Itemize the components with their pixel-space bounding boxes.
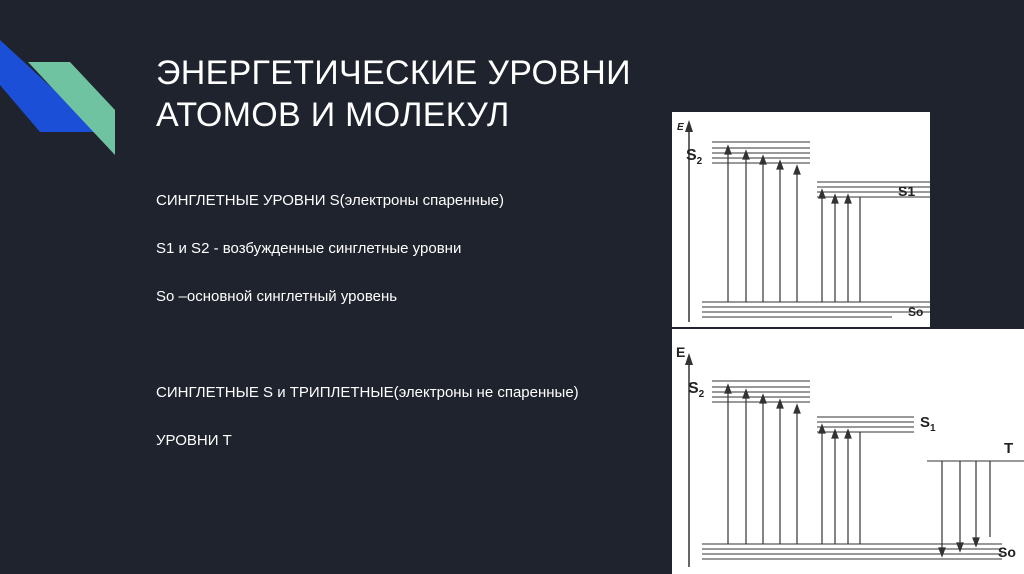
energy-diagram-singlet-triplet-svg: [672, 329, 1024, 574]
slide-title: ЭНЕРГЕТИЧЕСКИЕ УРОВНИ АТОМОВ И МОЛЕКУЛ: [156, 54, 631, 134]
s0-label: So: [998, 544, 1016, 560]
text-singlet-triplet: СИНГЛЕТНЫЕ S и ТРИПЛЕТНЫЕ(электроны не спаренные): [156, 384, 579, 401]
energy-diagram-singlet-svg: [672, 112, 930, 327]
s1-transitions: [819, 425, 860, 544]
text-ground-singlet: So –основной синглетный уровень: [156, 288, 398, 305]
text-triplet-levels: УРОВНИ Т: [156, 432, 232, 449]
s0-levels: [702, 544, 1002, 559]
energy-diagram-singlet: [672, 112, 930, 327]
s2-label: $S_2$: [688, 380, 705, 400]
text-singlet-levels: СИНГЛЕТНЫЕ УРОВНИ S(электроны спаренные): [156, 192, 504, 209]
s2-transitions: [725, 146, 800, 302]
t-transitions: [939, 461, 990, 556]
energy-axis-label: E: [677, 122, 684, 133]
s1-levels: [817, 417, 914, 432]
energy-axis-label: E: [676, 344, 686, 360]
energy-diagram-singlet-triplet: [672, 329, 1024, 574]
s2-label: $S_2$: [686, 147, 703, 167]
decorative-ribbon: [0, 0, 130, 160]
s0-label: So: [908, 305, 924, 319]
s2-transitions: [725, 385, 800, 544]
s1-transitions: [819, 190, 860, 302]
s1-label: S1: [898, 183, 916, 199]
s0-levels: [702, 302, 930, 317]
s1-label: $S_1$: [920, 414, 936, 434]
energy-axis-arrow: [685, 120, 693, 132]
energy-axis-arrow: [685, 353, 693, 365]
text-excited-singlet: S1 и S2 - возбужденные синглетные уровни: [156, 240, 462, 257]
t-label: T: [1004, 440, 1014, 457]
